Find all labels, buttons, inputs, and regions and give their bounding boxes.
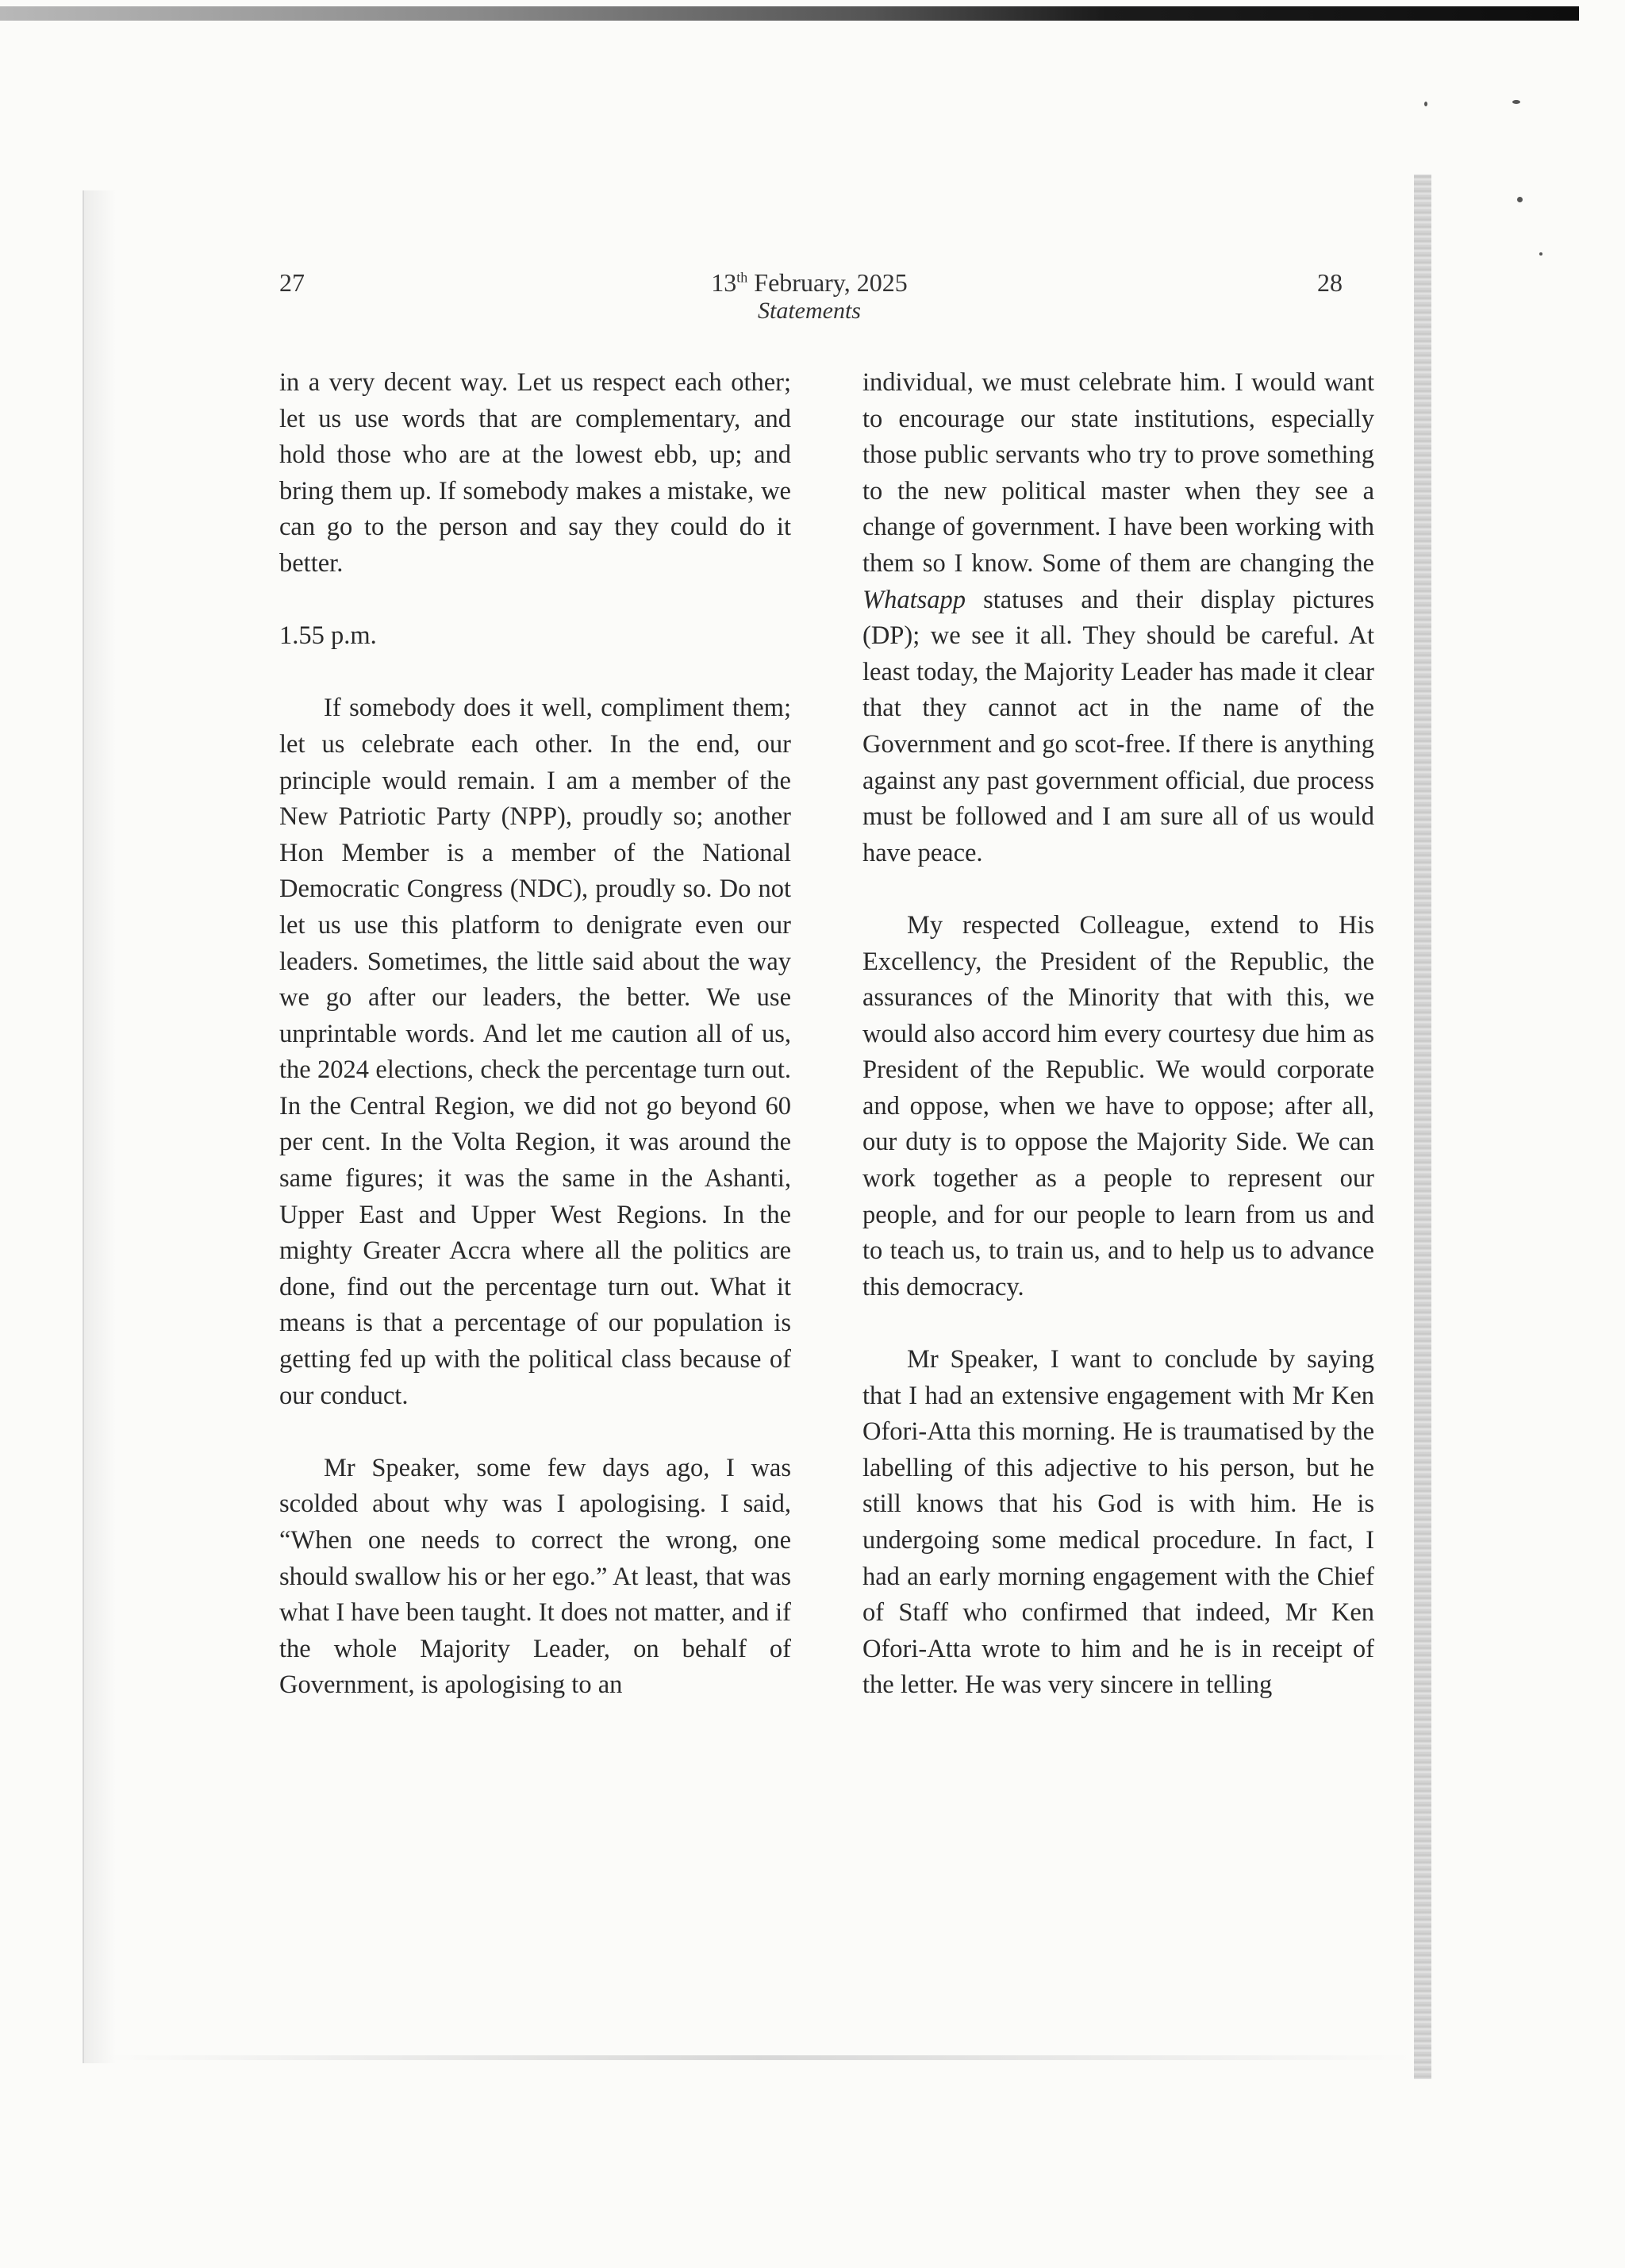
scan-speck [1512, 100, 1520, 104]
date-suffix: th [736, 269, 748, 286]
scan-left-shadow [83, 190, 116, 2063]
date-day: 13 [711, 268, 737, 297]
paragraph-text: individual, we must celebrate him. I would want to encourage our state institutions, especially those public servants who try to prove something to the new political master when they see a change of government. I have been working with them so I know. Some of them are changing the [862, 368, 1374, 578]
page-header [571, 268, 1047, 325]
section-title: Statements [758, 298, 861, 324]
right-column [862, 365, 1374, 1740]
scan-speck [1424, 102, 1427, 106]
italic-term: Whatsapp [862, 585, 966, 614]
paragraph: in a very decent way. Let us respect each other; let us use words that are complementary, and hold those who are at the lowest ebb, up; and bring them up. If somebody makes a mistake, we can go to the person and say they could do it better. [279, 368, 791, 578]
paragraph-text: statuses and their display pictures (DP); we see it all. They should be careful. At least today, the Majority Leader has made it clear that they cannot act in the name of the Government and go scot-free. If there is anything against any past government official, due process must be followed and I am sure all of us would have peace. [862, 585, 1374, 867]
paragraph: Mr Speaker, some few days ago, I was scolded about why was I apologising. I said, “When one needs to correct the wrong, one should swallow his or her ego.” At least, that was what I have been taught. It does not matter, and if the whole Majority Leader, on behalf of Government, is apologising to an [279, 1453, 791, 1700]
paragraph: If somebody does it well, compliment them; let us celebrate each other. In the end, our principle would remain. I am a member of the New Patriotic Party (NPP), proudly so; another Hon Member is a member of the National Democratic Congress (NDC), proudly so. Do not let us use this platform to denigrate even our leaders. Sometimes, the little said about the way we go after our leaders, the better. We use unprintable words. And let me caution all of us, the 2024 elections, check the percentage turn out. In the Central Region, we did not go beyond 60 per cent. In the Volta Region, it was around the same figures; it was the same in the Ashanti, Upper East and Upper West Regions. In the mighty Greater Accra where all the politics are done, find out the percentage turn out. What it means is that a percentage of our population is getting fed up with the political class because of our conduct. [279, 694, 791, 1410]
paragraph: My respected Colleague, extend to His Excellency, the President of the Republic, the assurances of the Minority that with this, we would also accord him every courtesy due him as President of the Republic. We would corporate and oppose, when we have to oppose; after all, our duty is to oppose the Majority Side. We can work together as a people to represent our people, and for our people to learn from us and to teach us, to train us, and to help us to advance this democracy. [862, 910, 1374, 1301]
date-rest: February, 2025 [747, 268, 908, 297]
scan-speck [1517, 197, 1523, 202]
left-column [279, 365, 791, 1740]
scan-top-edge [0, 6, 1579, 21]
scan-right-edge [1414, 175, 1431, 2079]
timestamp: 1.55 p.m. [279, 621, 377, 651]
scan-speck [1539, 252, 1542, 256]
page-number-left: 27 [279, 268, 305, 297]
scan-bottom-shadow [103, 2055, 1412, 2060]
page-number-right: 28 [1317, 268, 1343, 297]
header-date [571, 268, 1047, 297]
paragraph [862, 365, 1374, 871]
paragraph: Mr Speaker, I want to conclude by saying that I had an extensive engagement with Mr Ken Ofori-Atta this morning. He is traumatised by the labelling of this adjective to his person, but he still knows that his God is with him. He is undergoing some medical procedure. In fact, I had an early morning engagement with the Chief of Staff who confirmed that indeed, Mr Ken Ofori-Atta wrote to him and he is in receipt of the letter. He was very sincere in telling [862, 1345, 1374, 1700]
